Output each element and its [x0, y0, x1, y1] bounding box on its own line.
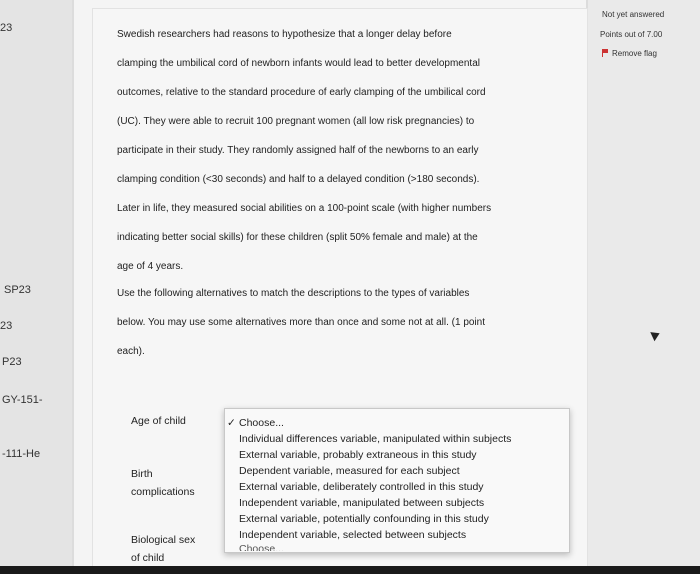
match-item-label — [131, 465, 195, 501]
dropdown-option[interactable]: Independent variable, manipulated between subjects — [239, 497, 485, 509]
match-item-label — [131, 412, 186, 430]
text-line: of child — [131, 552, 165, 564]
course-nav-sidebar — [0, 0, 72, 574]
question-info-panel — [588, 0, 700, 574]
text-line: Later in life, they measured social abilities on a 100-point scale (with higher numbers — [117, 203, 492, 214]
answer-status: Not yet answered — [602, 10, 665, 19]
text-line: each). — [117, 346, 145, 357]
nav-item[interactable]: 23 — [0, 22, 13, 34]
text-line: participate in their study. They randomly assigned half of the newborns to an early — [117, 145, 479, 156]
remove-flag-link[interactable]: Remove flag — [602, 49, 657, 58]
text-line: age of 4 years. — [117, 261, 184, 272]
question-scenario-text — [117, 20, 491, 281]
answer-select-dropdown[interactable] — [224, 408, 570, 553]
question-instructions-text — [117, 279, 485, 366]
dropdown-option[interactable]: Dependent variable, measured for each subject — [239, 465, 460, 477]
dropdown-option[interactable]: Individual differences variable, manipulated within subjects — [239, 433, 512, 445]
flag-icon — [602, 49, 609, 57]
text-line: outcomes, relative to the standard procedure of early clamping of the umbilical cord — [117, 87, 486, 98]
text-line: below. You may use some alternatives more than once and some not at all. (1 point — [117, 317, 485, 328]
text-line: Biological sex — [131, 534, 196, 546]
text-line: indicating better social skills) for these children (split 50% female and male) at the — [117, 232, 478, 243]
dropdown-option[interactable]: Choose... — [239, 543, 284, 551]
nav-item[interactable]: SP23 — [4, 284, 31, 296]
points-label: Points out of 7.00 — [600, 30, 663, 39]
nav-item[interactable]: 23 — [0, 320, 13, 332]
dropdown-option[interactable]: External variable, probably extraneous in this study — [239, 449, 477, 461]
text-line: (UC). They were able to recruit 100 pregnant women (all low risk pregnancies) to — [117, 116, 475, 127]
dropdown-option[interactable]: External variable, potentially confounding in this study — [239, 513, 489, 525]
dropdown-option[interactable]: Independent variable, selected between subjects — [239, 529, 467, 541]
nav-item[interactable]: P23 — [2, 356, 22, 368]
text-line: Use the following alternatives to match the descriptions to the types of variables — [117, 288, 470, 299]
bottom-edge — [0, 566, 700, 574]
text-line: complications — [131, 486, 195, 498]
nav-item[interactable]: -111-He — [2, 448, 41, 460]
text-line: clamping condition (<30 seconds) and half to a delayed condition (>180 seconds). — [117, 174, 480, 185]
text-line: Birth — [131, 468, 153, 480]
text-line: Swedish researchers had reasons to hypothesize that a longer delay before — [117, 29, 452, 40]
checkmark-icon: ✓ — [227, 417, 236, 429]
match-item-label — [131, 531, 195, 567]
dropdown-option-selected[interactable]: ✓ Choose... — [227, 417, 284, 429]
text-line: clamping the umbilical cord of newborn infants would lead to better developmental — [117, 58, 480, 69]
dropdown-option[interactable]: External variable, deliberately controlled in this study — [239, 481, 484, 493]
text-line: Age of child — [131, 415, 186, 427]
nav-item[interactable]: GY-151- — [2, 394, 43, 406]
